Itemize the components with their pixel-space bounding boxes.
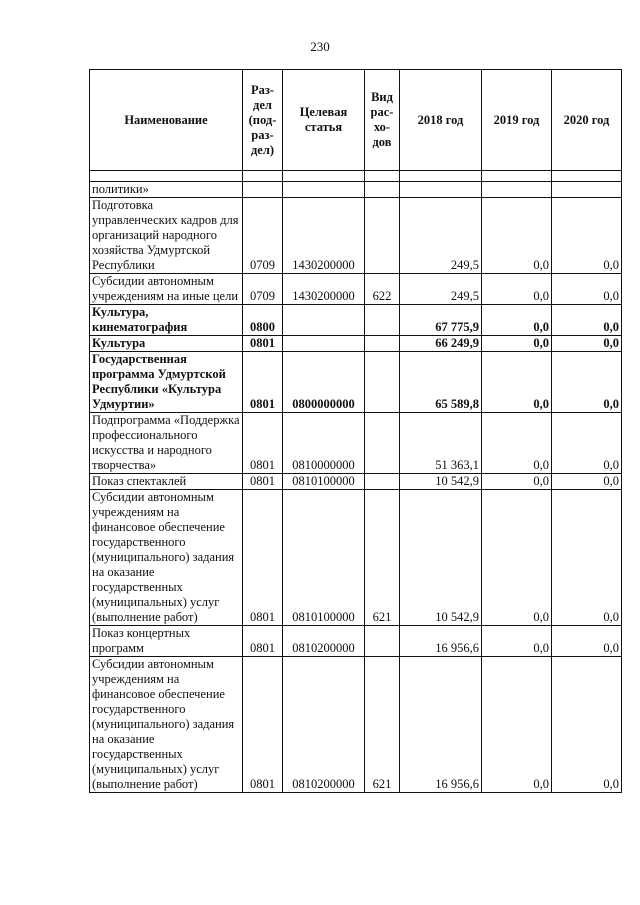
cell-y2019: 0,0 bbox=[482, 336, 552, 352]
cell-expense: 621 bbox=[365, 657, 400, 793]
cell-section: 0800 bbox=[243, 305, 283, 336]
cell-y2019: 0,0 bbox=[482, 657, 552, 793]
table-row bbox=[90, 626, 622, 657]
cell-section: 0709 bbox=[243, 274, 283, 305]
cell-target: 1430200000 bbox=[283, 274, 365, 305]
cell-target: 0810100000 bbox=[283, 490, 365, 626]
cell-y2020: 0,0 bbox=[552, 305, 622, 336]
cell-section: 0801 bbox=[243, 413, 283, 474]
cell-expense bbox=[365, 182, 400, 198]
cell-name: Подпрограмма «Поддержка профессионального искусства и народного творчества» bbox=[90, 413, 243, 474]
cell-target: 1430200000 bbox=[283, 198, 365, 274]
cell-y2020: 0,0 bbox=[552, 336, 622, 352]
header-target: Целевая статья bbox=[283, 70, 365, 171]
cell-section: 0801 bbox=[243, 336, 283, 352]
cell-y2018: 67 775,9 bbox=[400, 305, 482, 336]
cell-section: 0801 bbox=[243, 490, 283, 626]
cell-name: Подготовка управленческих кадров для организаций народного хозяйства Удмуртской Республики bbox=[90, 198, 243, 274]
cell-y2020: 0,0 bbox=[552, 198, 622, 274]
table-row bbox=[90, 490, 622, 626]
cell-target: 0810200000 bbox=[283, 626, 365, 657]
cell-expense: 622 bbox=[365, 274, 400, 305]
cell-y2018: 16 956,6 bbox=[400, 657, 482, 793]
cell-y2018: 16 956,6 bbox=[400, 626, 482, 657]
cell-y2020: 0,0 bbox=[552, 274, 622, 305]
cell-y2019 bbox=[482, 182, 552, 198]
cell-target: 0810200000 bbox=[283, 657, 365, 793]
cell-target bbox=[283, 305, 365, 336]
cell-y2018 bbox=[400, 182, 482, 198]
cell-expense bbox=[365, 474, 400, 490]
cell-y2020: 0,0 bbox=[552, 352, 622, 413]
table-row bbox=[90, 182, 622, 198]
cell-y2019: 0,0 bbox=[482, 352, 552, 413]
cell-section: 0801 bbox=[243, 352, 283, 413]
cell-y2018: 10 542,9 bbox=[400, 474, 482, 490]
cell-y2019: 0,0 bbox=[482, 274, 552, 305]
cell-y2020: 0,0 bbox=[552, 490, 622, 626]
header-2020: 2020 год bbox=[552, 70, 622, 171]
header-name: Наименование bbox=[90, 70, 243, 171]
cell-expense bbox=[365, 305, 400, 336]
header-section: Раз- дел (под- раз- дел) bbox=[243, 70, 283, 171]
cell-name: политики» bbox=[90, 182, 243, 198]
cell-expense: 621 bbox=[365, 490, 400, 626]
cell-name: Субсидии автономным учреждениям на финансовое обеспечение государственного (муниципального) задания на оказание государственных (муниципальных) услуг (выполнение работ) bbox=[90, 490, 243, 626]
cell-y2019: 0,0 bbox=[482, 474, 552, 490]
cell-y2018: 66 249,9 bbox=[400, 336, 482, 352]
cell-target bbox=[283, 182, 365, 198]
cell-section: 0801 bbox=[243, 657, 283, 793]
cell-name: Культура, кинематография bbox=[90, 305, 243, 336]
cell-name: Субсидии автономным учреждениям на финансовое обеспечение государственного (муниципального) задания на оказание государственных (муниципальных) услуг (выполнение работ) bbox=[90, 657, 243, 793]
spacer-row bbox=[90, 171, 622, 182]
cell-expense bbox=[365, 198, 400, 274]
header-row bbox=[90, 70, 622, 171]
header-expense: Вид рас- хо- дов bbox=[365, 70, 400, 171]
cell-y2019: 0,0 bbox=[482, 198, 552, 274]
cell-section bbox=[243, 182, 283, 198]
cell-expense bbox=[365, 626, 400, 657]
cell-name: Субсидии автономным учреждениям на иные цели bbox=[90, 274, 243, 305]
cell-section: 0801 bbox=[243, 626, 283, 657]
cell-y2020: 0,0 bbox=[552, 474, 622, 490]
cell-name: Показ концертных программ bbox=[90, 626, 243, 657]
cell-y2018: 51 363,1 bbox=[400, 413, 482, 474]
cell-name: Показ спектаклей bbox=[90, 474, 243, 490]
cell-y2020: 0,0 bbox=[552, 413, 622, 474]
cell-y2018: 65 589,8 bbox=[400, 352, 482, 413]
cell-name: Культура bbox=[90, 336, 243, 352]
cell-y2019: 0,0 bbox=[482, 305, 552, 336]
cell-y2019: 0,0 bbox=[482, 490, 552, 626]
table-row bbox=[90, 336, 622, 352]
cell-name: Государственная программа Удмуртской Республики «Культура Удмуртии» bbox=[90, 352, 243, 413]
cell-target: 0810100000 bbox=[283, 474, 365, 490]
cell-expense bbox=[365, 336, 400, 352]
cell-section: 0709 bbox=[243, 198, 283, 274]
cell-target: 0810000000 bbox=[283, 413, 365, 474]
cell-section: 0801 bbox=[243, 474, 283, 490]
table-row bbox=[90, 305, 622, 336]
header-2018: 2018 год bbox=[400, 70, 482, 171]
table-row bbox=[90, 657, 622, 793]
table-row bbox=[90, 198, 622, 274]
cell-y2020: 0,0 bbox=[552, 657, 622, 793]
cell-y2018: 249,5 bbox=[400, 274, 482, 305]
cell-y2018: 10 542,9 bbox=[400, 490, 482, 626]
table-row bbox=[90, 413, 622, 474]
cell-y2020: 0,0 bbox=[552, 626, 622, 657]
cell-expense bbox=[365, 352, 400, 413]
cell-target: 0800000000 bbox=[283, 352, 365, 413]
cell-y2020 bbox=[552, 182, 622, 198]
page-number: 230 bbox=[310, 39, 330, 54]
cell-y2019: 0,0 bbox=[482, 413, 552, 474]
cell-expense bbox=[365, 413, 400, 474]
budget-table bbox=[89, 69, 622, 793]
table-row bbox=[90, 474, 622, 490]
header-2019: 2019 год bbox=[482, 70, 552, 171]
table-row bbox=[90, 352, 622, 413]
cell-target bbox=[283, 336, 365, 352]
table-row bbox=[90, 274, 622, 305]
cell-y2019: 0,0 bbox=[482, 626, 552, 657]
cell-y2018: 249,5 bbox=[400, 198, 482, 274]
